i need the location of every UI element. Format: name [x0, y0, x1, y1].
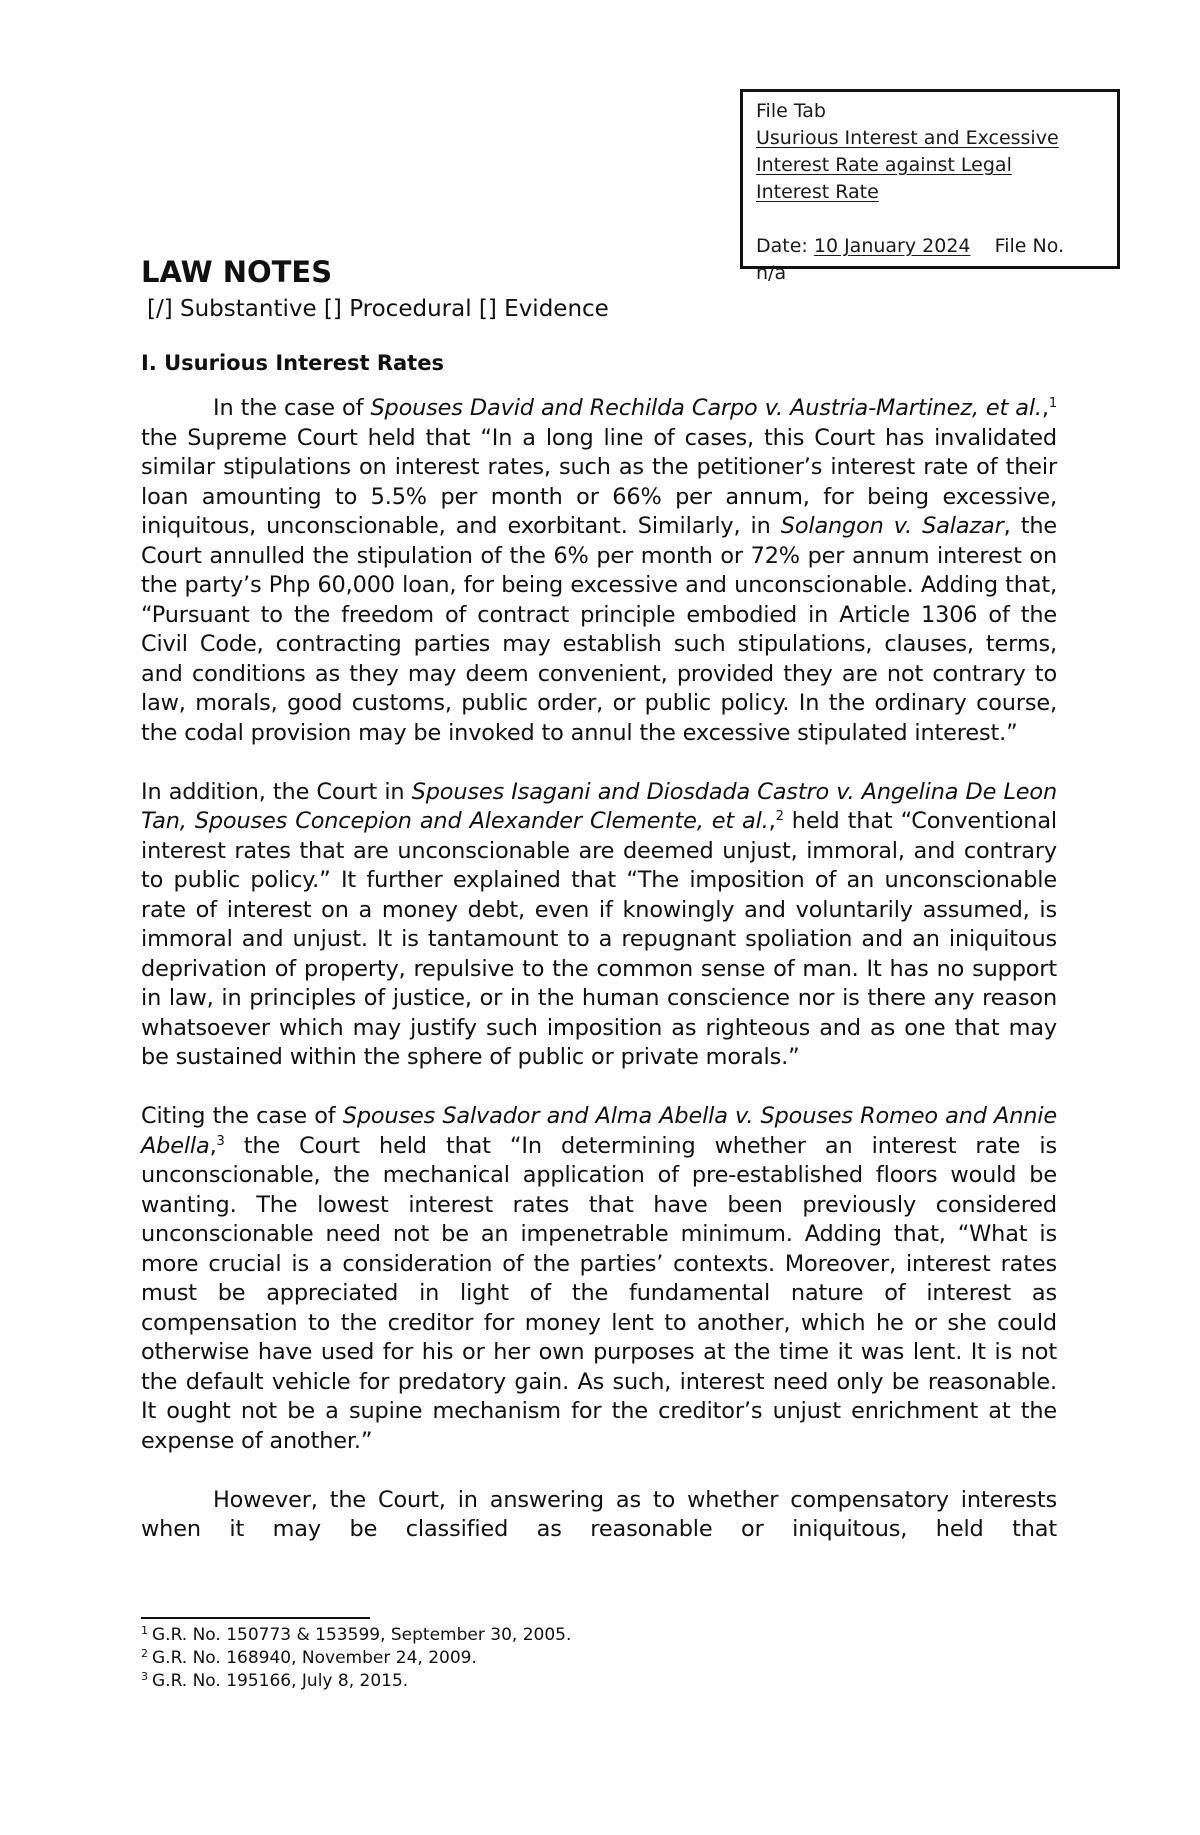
footnote-ref[interactable]: 1 — [1048, 396, 1057, 411]
date-label: Date: — [756, 235, 814, 257]
text: Citing the case of — [141, 1103, 343, 1129]
case-citation: Spouses Isagani and Diosdada Castro v. Angelina De Leon Tan, Spouses Concepion and Alexander Clemente, et al. — [141, 778, 1057, 834]
footnote-3 — [141, 1670, 571, 1693]
text: held that “Conventional interest rates that are unconscionable are deemed unjust, immoral, and contrary to public policy.” It further explained that “The imposition of an unconscionable rate of interest on a money debt, even if knowingly and voluntarily assumed, is immoral and unjust. It is tantamount to a repugnant spoliation and an iniquitous deprivation of property, repulsive to the common sense of man. It has no support in law, in principles of justice, or in the human conscience nor is there any reason whatsoever which may justify such imposition as righteous and as one that may be sustained within the sphere of public or private morals.” — [141, 808, 1057, 1070]
case-citation: Solangon v. Salazar — [780, 513, 1004, 539]
file-tab-box — [740, 89, 1120, 284]
file-tab-subject-line-2: Interest Rate against Legal — [756, 154, 1012, 176]
text: In addition, the Court in — [141, 778, 412, 805]
file-tab-subject-line-1: Usurious Interest and Excessive — [756, 127, 1059, 149]
page-title: LAW NOTES — [141, 255, 333, 289]
text: , — [1041, 395, 1049, 421]
date-value: 10 January 2024 — [813, 235, 971, 257]
paragraph-3 — [141, 1102, 1057, 1456]
category-checkboxes: [/] Substantive [] Procedural [] Evidence — [147, 296, 609, 322]
footnote-separator — [141, 1617, 370, 1619]
paragraph-1 — [141, 394, 1057, 748]
text: , the Court annulled the stipulation of the 6% per month or 72% per annum interest on the party’s Php 60,000 loan, for being excessive and unconscionable. Adding that, “Pursuant to the freedom of contract principle embodied in Article 1306 of the Civil Code, contracting parties may establish such stipulations, clauses, terms, and conditions as they may deem convenient, provided they are not contrary to law, morals, good customs, public order, or public policy. In the ordinary course, the codal provision may be invoked to annul the excessive stipulated interest.” — [141, 513, 1057, 746]
spacer — [756, 206, 1105, 233]
text: , — [768, 808, 776, 834]
footnote-text: G.R. No. 150773 & 153599, September 30, 2005. — [152, 1625, 572, 1645]
paragraph-4: However, the Court, in answering as to whether compensatory interests when it may be classified as reasonable or iniquitous, held that — [141, 1486, 1057, 1542]
text: In the case of — [213, 395, 371, 421]
case-citation: Spouses David and Rechilda Carpo v. Austria-Martinez, et al. — [370, 395, 1042, 421]
footnote-number: 2 — [141, 1647, 148, 1660]
footnote-ref[interactable]: 2 — [775, 809, 784, 824]
file-no-value: n/a — [756, 262, 787, 284]
footnote-number: 1 — [141, 1624, 148, 1637]
file-tab-subject-line-3: Interest Rate — [756, 181, 879, 203]
file-tab-label: File Tab — [756, 100, 826, 122]
footnotes — [141, 1624, 571, 1693]
footnote-1 — [141, 1624, 571, 1647]
footnote-number: 3 — [141, 1670, 148, 1683]
date-row — [756, 233, 1105, 260]
footnote-text: G.R. No. 195166, July 8, 2015. — [152, 1671, 409, 1691]
text: the Court held that “In determining whether an interest rate is unconscionable, the mechanical application of pre-established floors would be wanting. The lowest interest rates that have been previously considered unconscionable need not be an impenetrable minimum. Adding that, “What is more crucial is a consideration of the parties’ contexts. Moreover, interest rates must be appreciated in light of the fundamental nature of interest as compensation to the creditor for money lent to another, which he or she could otherwise have used for his or her own purposes at the time it was lent. It is not the default vehicle for predatory gain. As such, interest need only be reasonable. It ought not be a supine mechanism for the creditor’s unjust enrichment at the expense of another.” — [141, 1132, 1057, 1454]
file-no-label: File No. — [970, 235, 1065, 257]
body-text — [141, 394, 1057, 1545]
footnote-2 — [141, 1647, 571, 1670]
case-citation: Spouses Salvador and Alma Abella v. Spouses Romeo and Annie Abella — [141, 1103, 1057, 1159]
text: , — [209, 1132, 217, 1159]
footnote-ref[interactable]: 3 — [216, 1133, 225, 1149]
section-heading: I. Usurious Interest Rates — [141, 351, 444, 375]
footnote-text: G.R. No. 168940, November 24, 2009. — [152, 1648, 477, 1668]
text: the Supreme Court held that “In a long line of cases, this Court has invalidated similar stipulations on interest rates, such as the petitioner’s interest rate of their loan amounting to 5.5% per month or 66% per annum, for being excessive, iniquitous, unconscionable, and exorbitant. Similarly, in — [141, 424, 1057, 539]
paragraph-2 — [141, 778, 1057, 1073]
